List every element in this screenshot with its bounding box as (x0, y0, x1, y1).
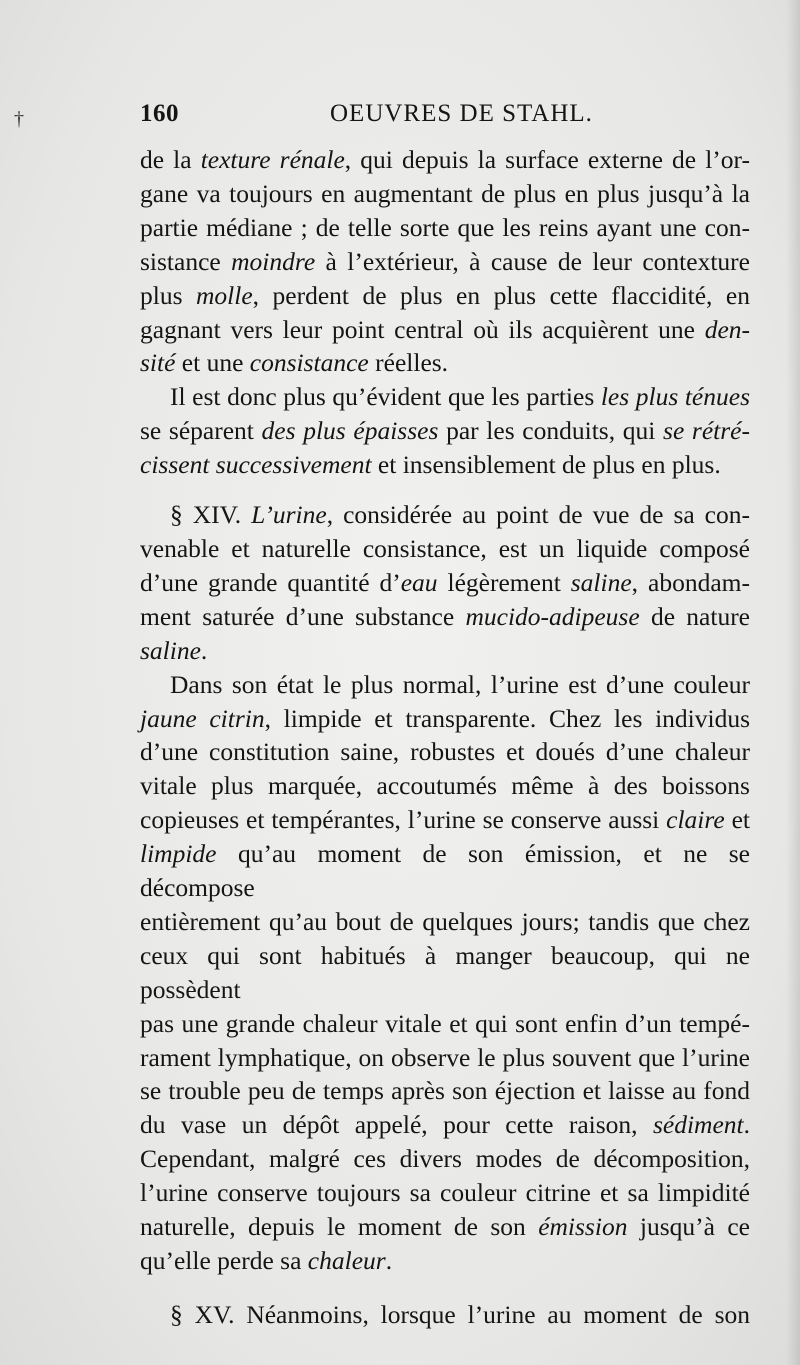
text-run: d’une constitution saine, robustes et doués d’une chaleur (140, 737, 750, 767)
text-run: entièrement qu’au bout de quelques jours; tandis que chez (140, 906, 750, 936)
text-run: ceux qui sont habitués à manger beaucoup, qui ne possèdent (140, 940, 750, 1004)
italic-run: émission (538, 1212, 628, 1242)
text-run: plus (140, 280, 196, 310)
italic-run: texture rénale (200, 145, 345, 174)
text-run: , perdent de plus en plus cette flaccidité, en (252, 280, 750, 310)
italic-run: cissent successivement (140, 450, 372, 480)
italic-run: limpide (140, 839, 217, 869)
text-line (140, 735, 750, 769)
text-run: qu’au moment de son émission, et ne se décompose (140, 839, 750, 903)
text-run: par les conduits, qui (438, 416, 664, 446)
italic-run: consistance (249, 348, 369, 378)
text-line (140, 1007, 750, 1041)
text-line (140, 1298, 750, 1332)
text-line (140, 245, 750, 279)
italic-run: L’urine (251, 500, 327, 530)
text-line (140, 939, 750, 1007)
text-line (140, 532, 750, 566)
text-line (140, 498, 750, 532)
text-run: de la (140, 145, 201, 174)
text-run: et (724, 805, 750, 835)
italic-run: eau (400, 567, 438, 597)
italic-run: chaleur (307, 1246, 386, 1275)
text-run: d’une grande quantité d’ (140, 567, 401, 597)
text-run: et insensiblement de plus en plus. (371, 450, 721, 480)
text-line (140, 803, 750, 837)
text-run: vitale plus marquée, accoutumés même à des boissons (140, 771, 750, 801)
text-line (140, 702, 750, 736)
text-run: . (743, 1110, 750, 1140)
text-line (140, 211, 750, 245)
text-line (140, 177, 750, 211)
page-edge-shadow (786, 0, 800, 1365)
text-run: réelles. (368, 348, 449, 378)
italic-run: saline (570, 567, 632, 597)
text-run: jusqu’à ce (627, 1212, 750, 1242)
text-line (140, 1176, 750, 1210)
text-line (140, 769, 750, 803)
text-line (140, 1142, 750, 1176)
italic-run: den- (704, 314, 750, 344)
text-line (140, 448, 750, 482)
page-header (140, 100, 750, 136)
italic-run: moindre (231, 246, 316, 276)
italic-run: se rétré- (663, 416, 750, 446)
text-line (140, 143, 750, 177)
text-run: l’urine conserve toujours sa couleur citrine et sa limpidité (140, 1178, 750, 1208)
margin-mark: † (14, 108, 24, 130)
text-run: pas une grande chaleur vitale et qui sont enfin d’un tempé- (140, 1008, 750, 1038)
text-run: Dans son état le plus normal, l’urine est d’une couleur (170, 669, 750, 699)
text-line (140, 279, 750, 313)
italic-run: sédiment (652, 1110, 744, 1140)
text-run: , abondam- (631, 567, 750, 597)
text-line (140, 1041, 750, 1075)
text-run: , considérée au point de vue de sa con- (326, 500, 750, 530)
text-run: partie médiane ; de telle sorte que les reins ayant une con- (140, 212, 750, 242)
body-text (140, 143, 750, 1332)
text-run: gane va toujours en augmentant de plus en plus jusqu’à la (140, 178, 750, 208)
text-line (140, 1210, 750, 1244)
text-run: Cependant, malgré ces divers modes de décomposition, (140, 1144, 750, 1174)
text-run: qu’elle perde sa (140, 1246, 308, 1275)
italic-run: sité (140, 348, 176, 378)
text-run: à l’extérieur, à cause de leur contexture (315, 246, 750, 276)
italic-run: mucido-adipeuse (465, 601, 640, 631)
text-run: de nature (639, 601, 751, 631)
text-run: gagnant vers leur point central où ils acquièrent une (140, 314, 705, 344)
text-run: rament lymphatique, on observe le plus souvent que l’urine (140, 1042, 750, 1072)
text-line (140, 634, 750, 668)
italic-run: des plus épaisses (261, 416, 439, 446)
text-run: , limpide et transparente. Chez les individus (264, 703, 750, 733)
text-run: . (200, 635, 208, 665)
text-run: légèrement (437, 567, 571, 597)
text-run: § XV. Néanmoins, lorsque l’urine au moment de son (170, 1299, 750, 1329)
text-line (140, 380, 750, 414)
text-line (140, 1074, 750, 1108)
text-run: . (385, 1246, 393, 1275)
text-line (140, 837, 750, 905)
text-run: ment saturée d’une substance (140, 601, 466, 631)
text-run: venable et naturelle consistance, est un liquide composé (140, 533, 750, 563)
italic-run: claire (666, 805, 725, 835)
text-line (140, 313, 750, 347)
italic-run: jaune citrin (140, 703, 265, 733)
text-line (140, 668, 750, 702)
text-line (140, 905, 750, 939)
text-line (140, 566, 750, 600)
italic-run: saline (140, 635, 201, 665)
text-run: sistance (140, 246, 232, 276)
text-line (140, 346, 750, 380)
text-run: naturelle, depuis le moment de son (140, 1212, 539, 1242)
text-line (140, 1244, 750, 1278)
text-run: se séparent (140, 416, 262, 446)
text-run: § XIV. (170, 500, 252, 530)
text-line (140, 600, 750, 634)
page-number: 160 (140, 100, 179, 127)
text-run: et une (175, 348, 250, 378)
italic-run: molle (196, 280, 253, 310)
text-line (140, 414, 750, 448)
text-run: se trouble peu de temps après son éjection et laisse au fond (140, 1076, 750, 1106)
italic-run: les plus ténues (600, 382, 750, 412)
text-run: du vase un dépôt appelé, pour cette raison, (140, 1110, 653, 1140)
text-run: , qui depuis la surface externe de l’or- (344, 145, 750, 174)
text-run: copieuses et tempérantes, l’urine se conserve aussi (140, 805, 667, 835)
running-title: OEUVRES DE STAHL. (330, 100, 593, 127)
text-run: Il est donc plus qu’évident que les parties (170, 382, 601, 412)
text-line (140, 1108, 750, 1142)
